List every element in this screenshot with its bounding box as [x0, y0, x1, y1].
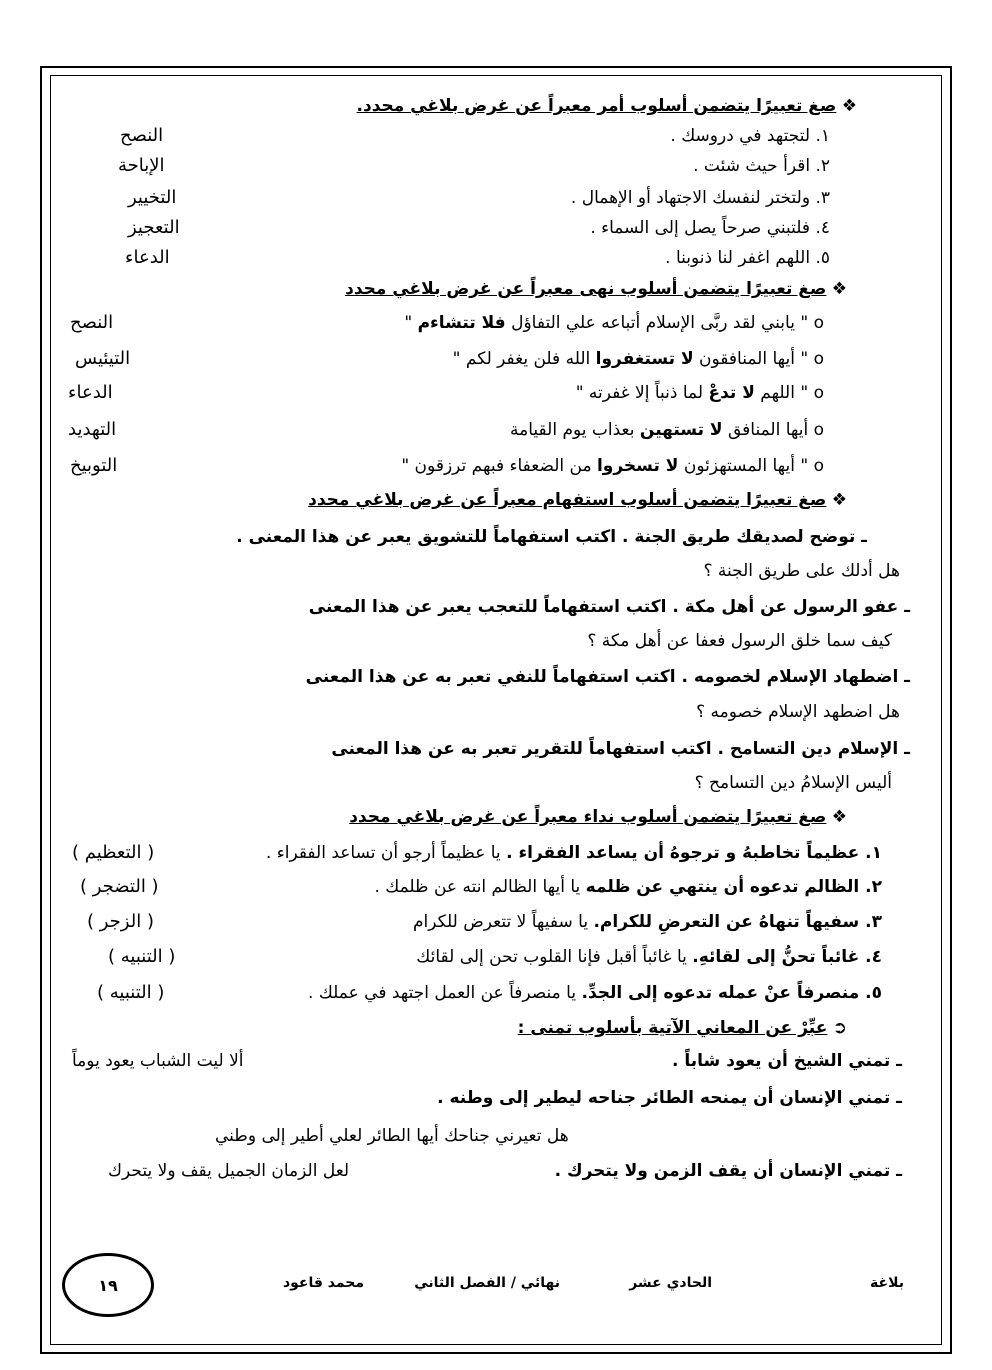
footer-grade: الحادي عشر	[629, 1275, 712, 1291]
section2-item: o " أيها المنافقون لا تستغفروا الله فلن يغفر لكم "	[452, 349, 824, 369]
section2-item: o " اللهم لا تدعْ لما ذنباً إلا غفرته "	[575, 383, 824, 403]
section1-purpose: الإباحة	[118, 155, 165, 176]
section2-item: o أيها المنافق لا تستهين بعذاب يوم القيامة	[510, 420, 824, 440]
section3-prompt: ـ توضح لصديقك طريق الجنة . اكتب استفهاماً للتشويق يعبر عن هذا المعنى .	[236, 527, 867, 547]
section5-heading: عبِّرْ عن المعاني الآتية بأسلوب تمنى :	[517, 1018, 828, 1038]
diamond-bullet-icon: ❖	[831, 279, 847, 299]
section4-purpose: ( الزجر )	[87, 911, 154, 932]
section2-purpose: التوبيخ	[70, 455, 118, 476]
section4-item: ٢. الظالم تدعوه أن ينتهي عن ظلمه يا أيها الظالم انته عن ظلمك .	[374, 877, 882, 897]
section3-answer: هل أدلك على طريق الجنة ؟	[703, 561, 900, 581]
section3-prompt: ـ اضطهاد الإسلام لخصومه . اكتب استفهاماً للنفي تعبر به عن هذا المعنى	[305, 667, 910, 687]
footer-author: محمد قاعود	[282, 1275, 364, 1291]
section1-item: ٤. فلتبني صرحاً يصل إلى السماء .	[590, 218, 830, 238]
diamond-bullet-icon: ❖	[831, 807, 847, 827]
section4-purpose: ( التنبيه )	[97, 982, 165, 1003]
section4-item: ٥. منصرفاً عنْ عمله تدعوه إلى الجدِّ. يا منصرفاً عن العمل اجتهد في عملك .	[308, 983, 882, 1003]
page-number: ١٩	[62, 1253, 154, 1317]
section1-heading-row	[357, 95, 857, 117]
section2-item: o " يابني لقد ربَّى الإسلام أتباعه علي التفاؤل فلا تتشاءم "	[404, 313, 824, 333]
section3-answer: كيف سما خلق الرسول فعفا عن أهل مكة ؟	[587, 631, 892, 651]
section2-purpose: النصح	[70, 312, 114, 333]
section4-item: ١. عظيماً تخاطبهُ و ترجوهُ أن يساعد الفقراء . يا عظيماً أرجو أن تساعد الفقراء .	[265, 843, 882, 863]
section1-item: ٥. اللهم اغفر لنا ذنوبنا .	[665, 248, 830, 268]
section4-purpose: ( التنبيه )	[108, 946, 176, 967]
section2-purpose: التهديد	[68, 419, 117, 440]
section5-prompt: ـ تمني الشيخ أن يعود شاباً .	[672, 1051, 902, 1071]
section4-item: ٣. سفيهاً تنهاهُ عن التعرضِ للكرام. يا سفيهاً لا تتعرض للكرام	[413, 912, 882, 932]
section2-purpose: الدعاء	[68, 382, 113, 403]
section2-item: o " أيها المستهزئون لا تسخروا من الضعفاء فبهم ترزقون "	[401, 456, 824, 476]
section1-item: ١. لتجتهد في دروسك .	[670, 126, 830, 146]
section3-prompt: ـ عفو الرسول عن أهل مكة . اكتب استفهاماً للتعجب يعبر عن هذا المعنى	[308, 597, 910, 617]
section1-heading: صغ تعبيرًا يتضمن أسلوب أمر معبراً عن غرض بلاغي محدد.	[356, 96, 837, 116]
section2-purpose: التيئيس	[75, 348, 131, 369]
section4-purpose: ( التضجر )	[80, 876, 159, 897]
section3-prompt: ـ الإسلام دين التسامح . اكتب استفهاماً للتقرير تعبر به عن هذا المعنى	[331, 739, 910, 759]
section1-item: ٣. ولتختر لنفسك الاجتهاد أو الإهمال .	[570, 188, 830, 208]
diamond-bullet-icon: ❖	[841, 96, 857, 116]
footer-term: نهائي / الفصل الثاني	[414, 1275, 560, 1291]
section1-purpose: النصح	[120, 125, 164, 146]
section3-answer: هل اضطهد الإسلام خصومه ؟	[696, 702, 900, 722]
footer-subject: بلاغة	[870, 1275, 904, 1291]
section4-item: ٤. غائباً تحنُّ إلى لقائهِ. يا غائباً أقبل فإنا القلوب تحن إلى لقائك	[416, 947, 882, 967]
arrow-bullet-icon: ➲	[832, 1018, 847, 1038]
section4-heading-row	[349, 806, 847, 828]
section3-heading: صغ تعبيرًا يتضمن أسلوب استفهام معبراً عن غرض بلاغي محدد	[308, 490, 827, 510]
section5-prompt: ـ تمني الإنسان أن يمنحه الطائر جناحه ليطير إلى وطنه .	[437, 1088, 902, 1108]
section5-answer: لعل الزمان الجميل يقف ولا يتحرك	[108, 1161, 350, 1181]
section4-purpose: ( التعظيم )	[72, 842, 155, 863]
section2-heading-row	[345, 278, 847, 300]
section2-heading: صغ تعبيرًا يتضمن أسلوب نهى معبراً عن غرض بلاغي محدد	[345, 279, 827, 299]
section5-heading-row	[518, 1017, 847, 1039]
section5-answer: هل تعيرني جناحك أيها الطائر لعلي أطير إلى وطني	[215, 1126, 569, 1146]
section5-prompt: ـ تمني الإنسان أن يقف الزمن ولا يتحرك .	[554, 1161, 902, 1181]
section1-item: ٢. اقرأ حيث شئت .	[693, 156, 830, 176]
section4-heading: صغ تعبيرًا يتضمن أسلوب نداء معبراً عن غرض بلاغي محدد	[349, 807, 827, 827]
section3-heading-row	[308, 489, 847, 511]
section5-answer: ألا ليت الشباب يعود يوماً	[72, 1051, 244, 1071]
section3-answer: أليس الإسلامُ دين التسامح ؟	[694, 773, 892, 793]
section1-purpose: التعجيز	[128, 217, 180, 238]
diamond-bullet-icon: ❖	[831, 490, 847, 510]
section1-purpose: الدعاء	[125, 247, 170, 268]
section1-purpose: التخيير	[128, 187, 177, 208]
